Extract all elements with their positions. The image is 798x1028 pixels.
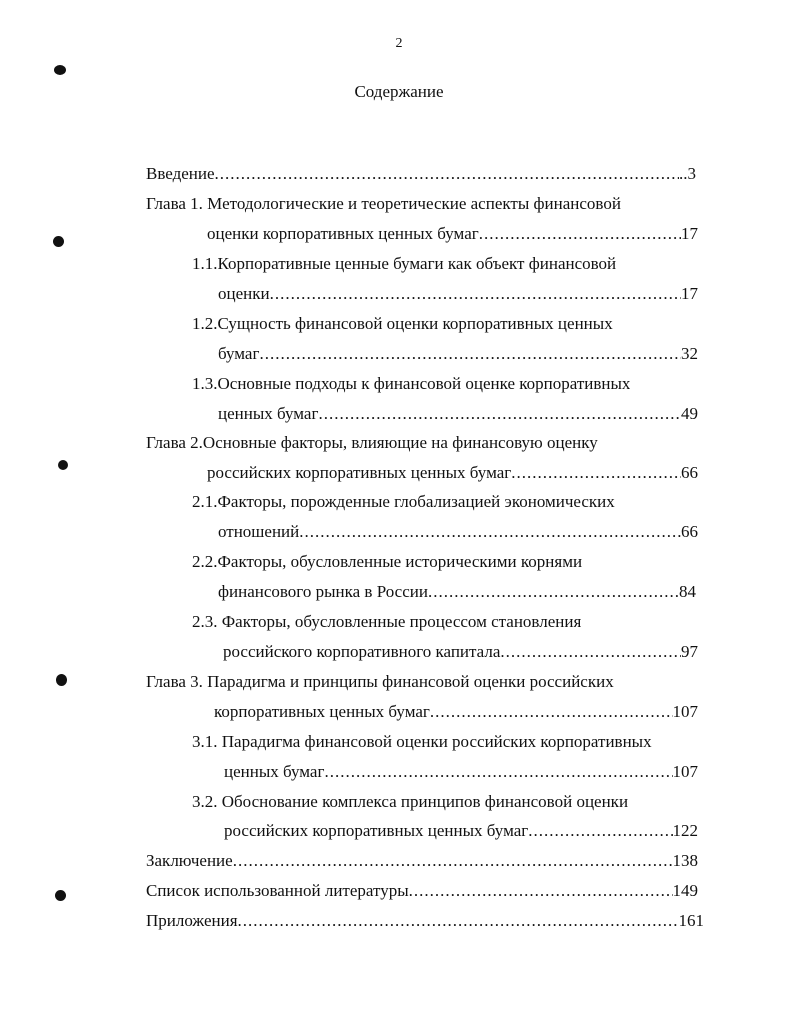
toc-entry-page: ..3 (679, 164, 696, 183)
toc-entry (146, 850, 698, 872)
toc-entry-title: оценки (218, 284, 270, 303)
punch-hole-mark (58, 460, 68, 470)
page-number: 2 (395, 36, 403, 51)
toc-entry-page: 107 (672, 702, 698, 721)
toc-entry-title: Приложения (146, 911, 238, 930)
punch-hole-mark (56, 674, 67, 686)
toc-entry-page: 66 (681, 522, 698, 541)
toc-entry: 2.2.Факторы, обусловленные историческими корнями (192, 552, 583, 571)
toc-entry-title: Список использованной литературы (146, 881, 409, 900)
toc-entry-page: 32 (681, 344, 698, 363)
toc-entry-page: 149 (672, 881, 698, 900)
toc-entry: 1.2.Сущность финансовой оценки корпоративных ценных (192, 314, 613, 333)
toc-entry-page: 122 (672, 821, 698, 840)
toc-entry-page: 17 (681, 284, 698, 303)
punch-hole-mark (53, 236, 64, 247)
toc-entry (218, 283, 698, 305)
toc-entry (146, 880, 698, 902)
toc-entry-title: оценки корпоративных ценных бумаг (207, 224, 479, 243)
toc-entry-title: Введение (146, 164, 215, 183)
toc-entry-title: корпоративных ценных бумаг (214, 702, 430, 721)
punch-hole-mark (55, 890, 66, 901)
toc-entry-page: 49 (681, 404, 698, 423)
toc-entry-page: 84 (679, 582, 696, 601)
toc-entry (146, 163, 696, 185)
toc-entry: Глава 1. Методологические и теоретические аспекты финансовой (146, 194, 621, 213)
toc-entry (223, 641, 698, 663)
toc-entry-page: 161 (678, 911, 704, 930)
toc-entry: 2.1.Факторы, порожденные глобализацией экономических (192, 492, 615, 511)
toc-entry-title: бумаг (218, 344, 260, 363)
toc-entry (224, 820, 698, 842)
toc-entry-title: ценных бумаг (218, 404, 319, 423)
toc-entry (218, 403, 698, 425)
toc-entry-page: 97 (681, 642, 698, 661)
toc-entry: 1.1.Корпоративные ценные бумаги как объект финансовой (192, 254, 617, 273)
toc-entry-title: российских корпоративных ценных бумаг (224, 821, 529, 840)
toc-entry: Глава 3. Парадигма и принципы финансовой оценки российских (146, 672, 614, 691)
toc-entry (224, 761, 698, 783)
toc-entry-title: отношений (218, 522, 300, 541)
toc-entry-title: российского корпоративного капитала (223, 642, 501, 661)
toc-entry-title: финансового рынка в России (218, 582, 428, 601)
toc-entry-page: 107 (672, 762, 698, 781)
toc-entry (207, 223, 698, 245)
toc-entry (214, 701, 698, 723)
toc-entry: Глава 2.Основные факторы, влияющие на финансовую оценку (146, 433, 598, 452)
toc-entry (207, 462, 698, 484)
toc-entry: 2.3. Факторы, обусловленные процессом становления (192, 612, 582, 631)
toc-entry: 1.3.Основные подходы к финансовой оценке корпоративных (192, 374, 631, 393)
toc-entry-page: 138 (672, 851, 698, 870)
toc-entry-title: российских корпоративных ценных бумаг (207, 463, 512, 482)
toc-entry (146, 910, 704, 932)
toc-entry (218, 343, 698, 365)
toc-entry-title: ценных бумаг (224, 762, 325, 781)
toc-entry-page: 17 (681, 224, 698, 243)
toc-entry-page: 66 (681, 463, 698, 482)
punch-hole-mark (54, 65, 66, 75)
toc-entry: 3.1. Парадигма финансовой оценки российских корпоративных (192, 732, 652, 751)
toc-entry-title: Заключение (146, 851, 233, 870)
toc-entry: 3.2. Обоснование комплекса принципов финансовой оценки (192, 792, 629, 811)
toc-entry (218, 581, 696, 603)
page-title: Содержание (354, 82, 444, 101)
toc-entry (218, 521, 698, 543)
